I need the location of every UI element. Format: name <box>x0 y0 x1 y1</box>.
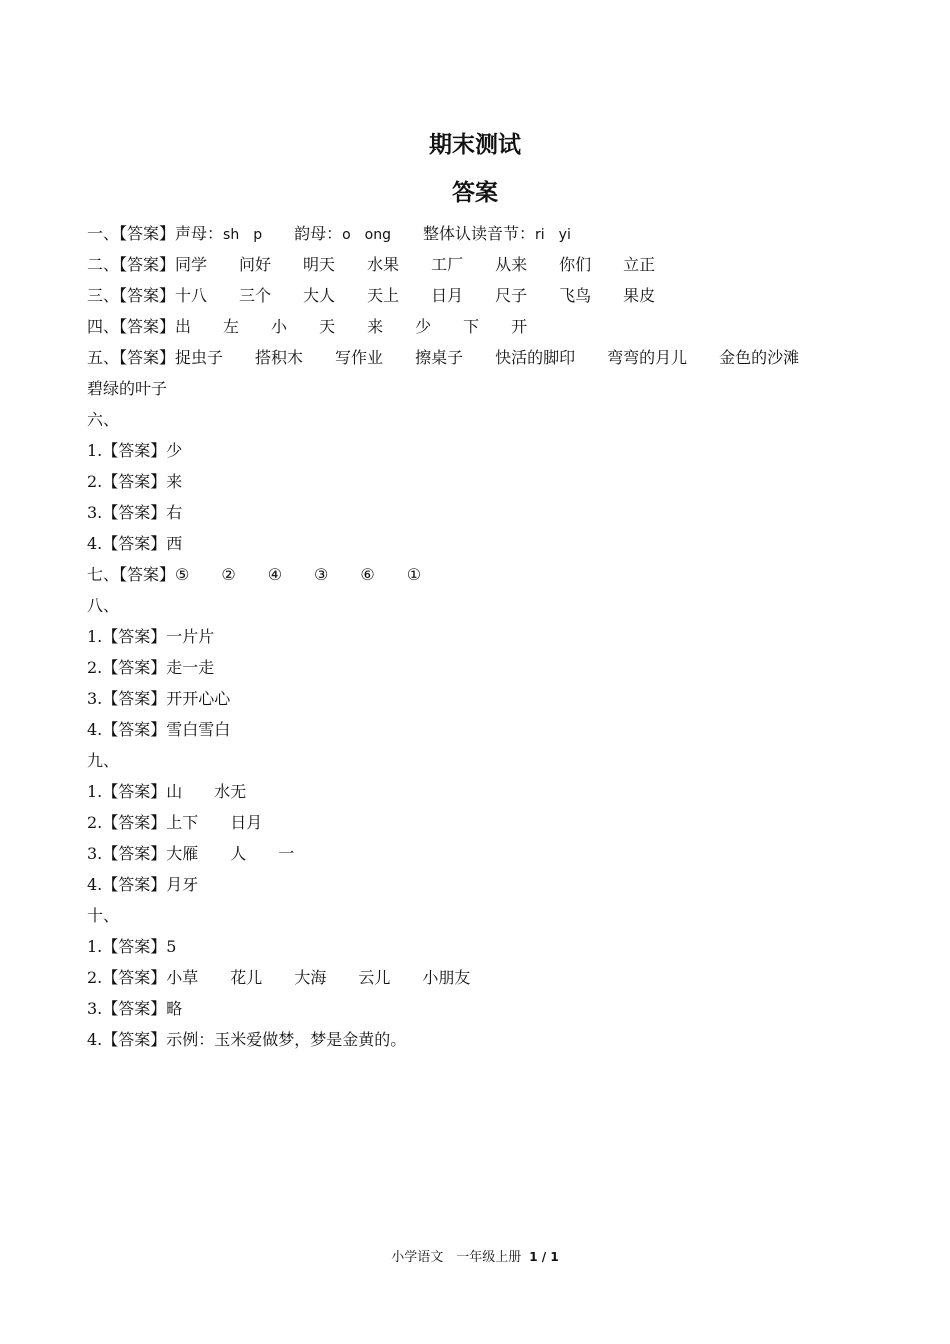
q10-answer <box>87 1024 877 1055</box>
q2-item: 明天 <box>303 255 336 274</box>
q5-item: 擦桌子 <box>415 348 464 367</box>
q9-item: 日月 <box>230 813 263 832</box>
q1-prefix: 一、【答案】 <box>87 224 176 243</box>
q9-item: 上下 <box>166 813 199 832</box>
q10-item: 小朋友 <box>422 968 471 987</box>
q7-item: ② <box>221 565 236 584</box>
q9-prefix: 4.【答案】 <box>87 875 167 894</box>
q7-item: ⑤ <box>175 565 190 584</box>
section-heading-6: 六、 <box>87 410 120 429</box>
section-heading-8: 八、 <box>87 596 120 615</box>
q3-item: 天上 <box>367 286 400 305</box>
q3-item: 飞鸟 <box>559 286 592 305</box>
q8-answer: 4.【答案】雪白雪白 <box>87 720 231 739</box>
q4-item: 小 <box>271 317 288 336</box>
answer-line-1 <box>87 218 877 249</box>
q5-item: 搭积木 <box>255 348 304 367</box>
answer-line-5 <box>87 342 877 373</box>
q5-item: 快活的脚印 <box>495 348 576 367</box>
q7-item: ③ <box>314 565 329 584</box>
answer-line-5-cont <box>87 373 877 404</box>
q8-answer: 1.【答案】一片片 <box>87 627 215 646</box>
q2-item: 同学 <box>175 255 208 274</box>
q9-answer <box>87 776 877 807</box>
q4-item: 天 <box>319 317 336 336</box>
q2-prefix: 二、【答案】 <box>87 255 176 274</box>
q8-answer: 2.【答案】走一走 <box>87 658 215 677</box>
page-subtitle: 答案 <box>452 180 498 206</box>
q10-answer <box>87 993 877 1024</box>
q7-prefix: 七、【答案】 <box>87 565 176 584</box>
q4-item: 来 <box>367 317 384 336</box>
q10-answer <box>87 962 877 993</box>
q4-item: 左 <box>223 317 240 336</box>
q10-prefix: 3.【答案】 <box>87 999 167 1018</box>
q10-item: 小草 <box>166 968 199 987</box>
q7-item: ⑥ <box>360 565 375 584</box>
answer-line-2 <box>87 249 877 280</box>
footer-text: 小学语文 一年级上册 <box>391 1250 522 1265</box>
q2-item: 水果 <box>367 255 400 274</box>
q3-item: 果皮 <box>623 286 656 305</box>
q5-prefix: 五、【答案】 <box>87 348 176 367</box>
answer-line-4 <box>87 311 877 342</box>
q1-yunmu-label: 韵母： <box>294 224 343 243</box>
section-heading-9: 九、 <box>87 751 120 770</box>
q9-answer <box>87 869 877 900</box>
q6-answer: 2.【答案】来 <box>87 472 183 491</box>
q4-item: 下 <box>463 317 480 336</box>
q10-item: 花儿 <box>230 968 263 987</box>
q5-item: 捉虫子 <box>175 348 224 367</box>
q9-item: 水无 <box>214 782 247 801</box>
q10-item: 云儿 <box>358 968 391 987</box>
q3-item: 大人 <box>303 286 336 305</box>
q1-zhengti: ri yi <box>535 227 571 243</box>
q4-prefix: 四、【答案】 <box>87 317 176 336</box>
section-heading-10: 十、 <box>87 906 120 925</box>
q9-item: 大雁 <box>166 844 199 863</box>
q8-answer: 3.【答案】开开心心 <box>87 689 231 708</box>
q4-item: 少 <box>415 317 432 336</box>
q5-item: 碧绿的叶子 <box>87 379 168 398</box>
q7-item: ④ <box>267 565 283 584</box>
q5-item: 写作业 <box>335 348 384 367</box>
answer-list <box>87 218 877 1055</box>
q1-yunmu: o ong <box>342 227 391 243</box>
q9-item: 人 <box>230 844 247 863</box>
q3-item: 十八 <box>175 286 208 305</box>
q4-item: 出 <box>175 317 192 336</box>
q5-item: 金色的沙滩 <box>719 348 800 367</box>
q1-shengmu: sh p <box>223 227 263 243</box>
q3-item: 尺子 <box>495 286 528 305</box>
q1-zhengti-label: 整体认读音节： <box>423 224 536 243</box>
q10-item: 5 <box>166 937 177 956</box>
q10-answer <box>87 931 877 962</box>
q7-item: ① <box>406 565 422 584</box>
q2-item: 从来 <box>495 255 528 274</box>
q9-prefix: 2.【答案】 <box>87 813 167 832</box>
q10-prefix: 1.【答案】 <box>87 937 167 956</box>
answer-line-3 <box>87 280 877 311</box>
q6-answer: 1.【答案】少 <box>87 441 183 460</box>
q1-shengmu-label: 声母： <box>175 224 224 243</box>
q3-item: 日月 <box>431 286 464 305</box>
q6-answer: 3.【答案】右 <box>87 503 183 522</box>
q9-item: 山 <box>166 782 183 801</box>
q10-item: 示例：玉米爱做梦，梦是金黄的。 <box>166 1030 407 1049</box>
q10-prefix: 2.【答案】 <box>87 968 167 987</box>
q9-answer <box>87 838 877 869</box>
q3-prefix: 三、【答案】 <box>87 286 176 305</box>
q10-item: 大海 <box>294 968 327 987</box>
q9-answer <box>87 807 877 838</box>
q9-item: 一 <box>278 844 295 863</box>
q5-item: 弯弯的月儿 <box>607 348 688 367</box>
q2-item: 立正 <box>623 255 656 274</box>
q2-item: 你们 <box>559 255 592 274</box>
q10-prefix: 4.【答案】 <box>87 1030 167 1049</box>
q4-item: 开 <box>511 317 528 336</box>
q9-prefix: 1.【答案】 <box>87 782 167 801</box>
q6-answer: 4.【答案】西 <box>87 534 183 553</box>
q2-item: 问好 <box>239 255 272 274</box>
q3-item: 三个 <box>239 286 272 305</box>
page-footer <box>0 1246 950 1265</box>
q10-item: 略 <box>166 999 183 1018</box>
answer-line-7 <box>87 559 877 590</box>
page-number: 1 / 1 <box>529 1250 559 1264</box>
q9-item: 月牙 <box>166 875 199 894</box>
q9-prefix: 3.【答案】 <box>87 844 167 863</box>
q2-item: 工厂 <box>431 255 464 274</box>
page-title: 期末测试 <box>429 132 521 158</box>
